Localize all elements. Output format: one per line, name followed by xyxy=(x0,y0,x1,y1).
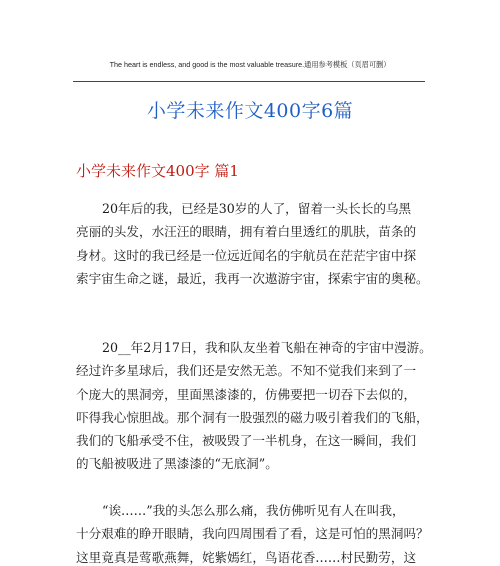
paragraph-2 xyxy=(76,336,436,476)
paragraph-line: 的飞船被吸进了黑漆漆的“无底洞”。 xyxy=(76,456,278,472)
paragraph-line: 吓得我心惊胆战。那个洞有一股强烈的磁力吸引着我们的飞船， xyxy=(76,409,429,425)
paragraph-line: 20年后的我，已经是30岁的人了，留着一头长长的乌黑 xyxy=(102,201,412,216)
paragraph-line: 20__年2月17日，我和队友坐着飞船在神奇的宇宙中漫游。 xyxy=(102,340,432,355)
paragraph-line: 十分艰难的睁开眼睛，我向四周围看了看，这是可怕的黑洞吗？ xyxy=(76,526,429,542)
section-heading: 小学未来作文400字 篇1 xyxy=(76,162,239,180)
running-header: The heart is endless, and good is the most valuable treasure.通用参考模板（页眉可删） xyxy=(109,60,391,69)
paragraph-line: “诶……”我的头怎么那么痛，我仿佛听见有人在叫我， xyxy=(102,503,405,518)
paragraph-line: 这里竟真是莺歌燕舞，姹紫嫣红，鸟语花香……村民勤劳，这 xyxy=(76,549,417,565)
paragraph-3 xyxy=(76,499,436,566)
paragraph-line: 索宇宙生命之谜，最近，我再一次遨游宇宙，探索宇宙的奥秘。 xyxy=(76,270,429,286)
document-title: 小学未来作文400字6篇 xyxy=(146,100,354,122)
paragraph-line: 个庞大的黑洞旁，里面黑漆漆的，仿佛要把一切吞下去似的， xyxy=(76,386,417,402)
paragraph-line: 亮丽的头发，水汪汪的眼睛，拥有着白里透红的肌肤，苗条的 xyxy=(76,224,417,240)
paragraph-line: 我们的飞船承受不住，被吸毁了一半机身，在这一瞬间，我们 xyxy=(76,433,417,449)
paragraph-line: 经过许多星球后，我们还是安然无恙。不知不觉我们来到了一 xyxy=(76,363,417,379)
header-divider xyxy=(73,81,425,82)
paragraph-line: 身材。这时的我已经是一位远近闻名的宇航员在茫茫宇宙中探 xyxy=(76,247,417,263)
paragraph-1 xyxy=(76,197,436,290)
